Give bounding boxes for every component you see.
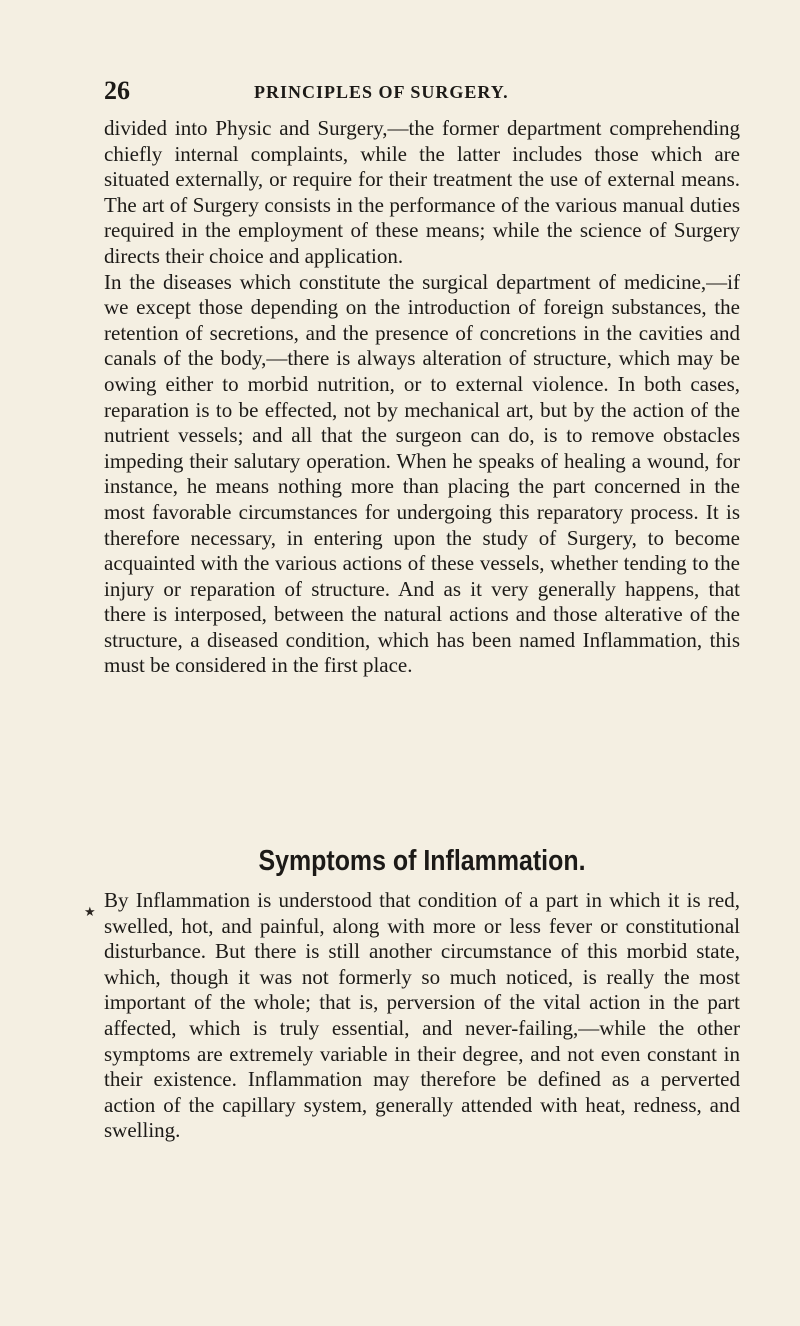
intro-text	[104, 116, 740, 679]
running-head: PRINCIPLES OF SURGERY.	[254, 82, 509, 102]
section-text	[104, 888, 740, 1144]
paragraph: In the diseases which constitute the surgical department of medicine,—if we except those depending on the introduction of foreign substances, the retention of secretions, and the presence of concretions in the cavities and canals of the body,—there is always alteration of structure, which may be owing either to morbid nutrition, or to external violence. In both cases, reparation is to be effected, not by mechanical art, but by the action of the nutrient vessels; and all that the surgeon can do, is to remove obstacles impeding their salutary operation. When he speaks of healing a wound, for instance, he means nothing more than placing the part concerned in the most favorable circumstances for undergoing this reparatory process. It is therefore necessary, in entering upon the study of Surgery, to become acquainted with the various actions of these vessels, whether tending to the injury or reparation of structure. And as it very generally happens, that there is interposed, between the natural actions and those alterative of the structure, a diseased condition, which has been named Inflammation, this must be considered in the first place.	[104, 269, 740, 678]
paragraph: By Inflammation is understood that condition of a part in which it is red, swelled, hot, and painful, along with more or less fever or constitutional disturbance. But there is still another circumstance of this morbid state, which, though it was not formerly so much noticed, is really the most important of the whole; that is, perversion of the vital action in the part affected, which is truly essential, and never-failing,—while the other symptoms are extremely variable in their degree, and not even constant in their existence. Inflammation may therefore be defined as a perverted action of the capillary system, generally attended with heat, redness, and swelling.	[104, 888, 740, 1143]
page-header	[104, 76, 744, 110]
section-heading: Symptoms of Inflammation.	[258, 845, 586, 877]
margin-mark: ★	[84, 905, 96, 920]
page-number: 26	[104, 76, 130, 105]
paragraph: divided into Physic and Surgery,—the former department comprehending chiefly internal complaints, while the latter includes those which are situated externally, or require for their treatment the use of external means. The art of Surgery consists in the performance of the various manual duties required in the employment of these means; while the science of Surgery directs their choice and application.	[104, 116, 740, 268]
